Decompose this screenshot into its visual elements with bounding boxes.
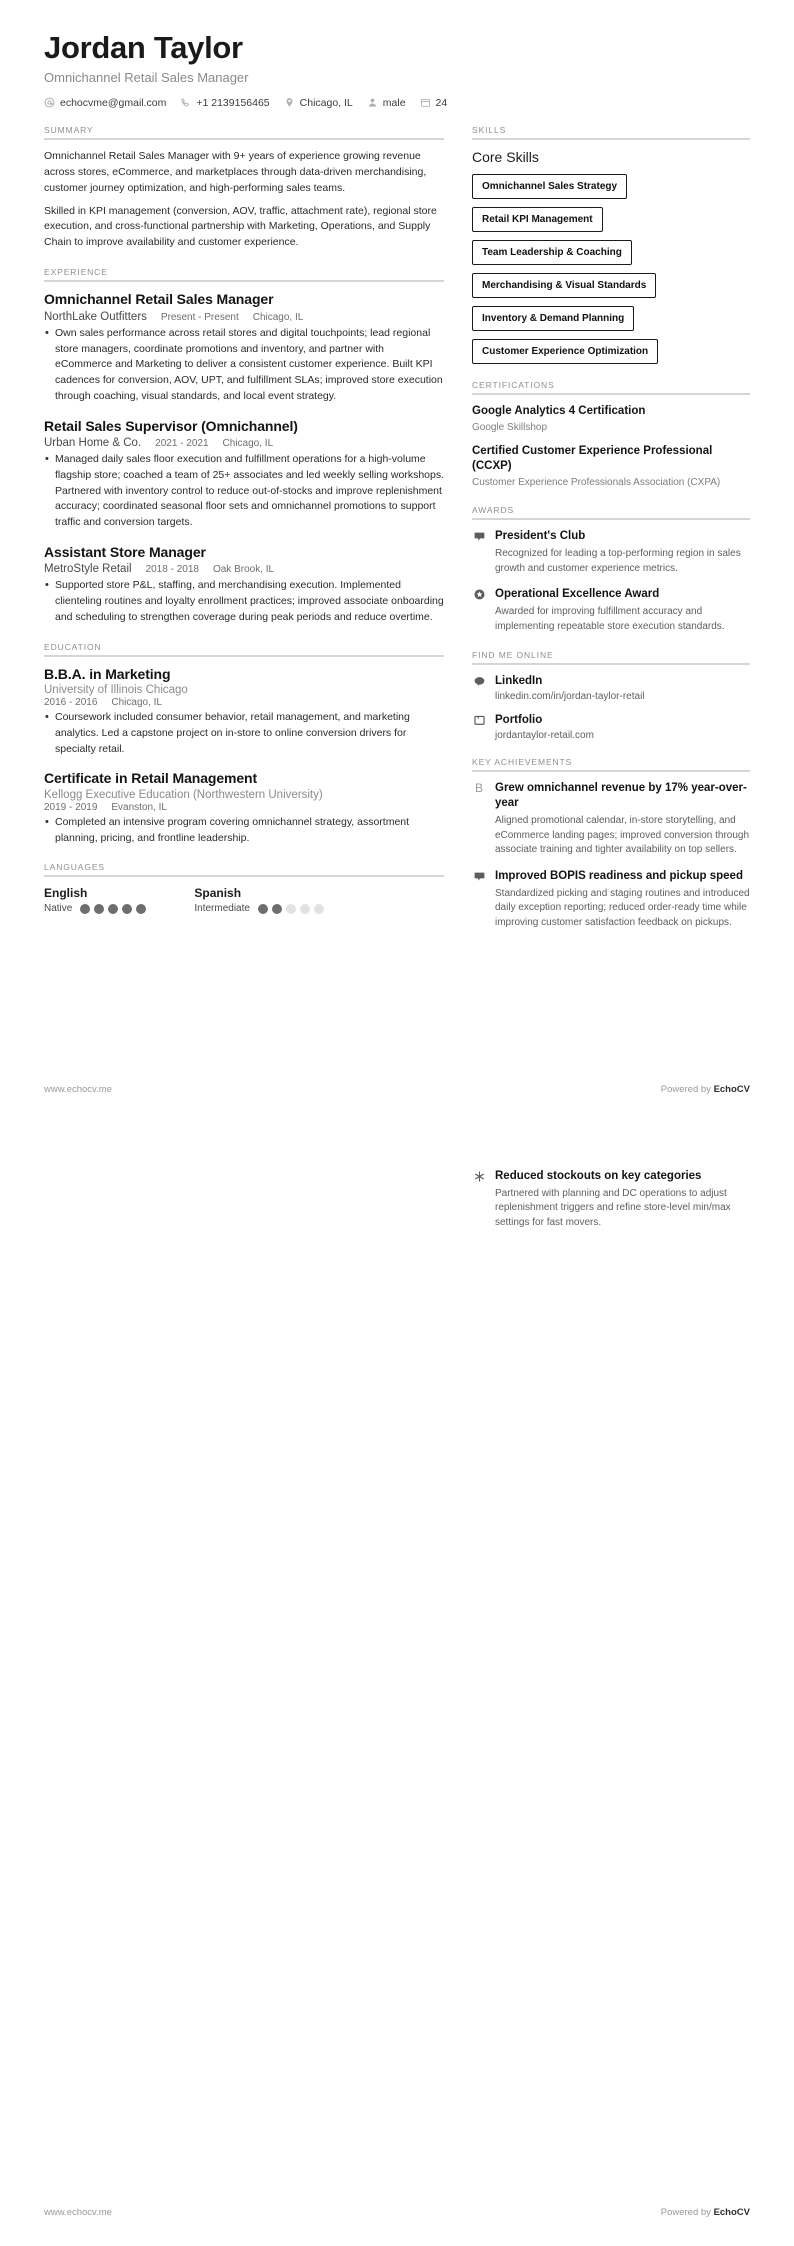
experience-job-title: Assistant Store Manager <box>44 543 206 560</box>
education-degree: B.B.A. in Marketing <box>44 665 171 682</box>
person-icon <box>367 97 378 108</box>
achievement-item <box>472 1169 750 1230</box>
email-icon <box>44 97 55 108</box>
experience-meta <box>44 437 444 449</box>
section-education <box>44 642 444 847</box>
award-description: Awarded for improving fulfillment accuracy and implementing repeatable store execution standards. <box>495 606 725 632</box>
online-link-url[interactable]: linkedin.com/in/jordan-taylor-retail <box>495 691 645 703</box>
languages-grid <box>44 886 444 914</box>
achievement-item <box>472 869 750 930</box>
calendar-icon <box>420 97 431 108</box>
award-item <box>472 529 750 576</box>
achievement-body <box>495 869 750 930</box>
section-languages <box>44 862 444 914</box>
speech-bubble-icon <box>472 529 486 576</box>
skill-chip: Omnichannel Sales Strategy <box>472 174 627 199</box>
contact-email[interactable] <box>44 97 166 109</box>
speech-bubble-icon <box>472 869 486 930</box>
rating-dot <box>80 904 90 914</box>
certification-issuer: Google Skillshop <box>472 421 548 433</box>
summary-paragraph: Omnichannel Retail Sales Manager with 9+ years of experience growing revenue across stores, eCommerce, and marketplaces through data-driven merchandising, customer journey optimization, and high-performing sales teams. <box>44 149 427 194</box>
contact-gender <box>367 97 406 109</box>
education-location: Chicago, IL <box>111 697 162 709</box>
experience-bullets <box>44 326 444 405</box>
section-key-achievements-continued <box>472 1169 750 1230</box>
section-divider <box>472 663 750 665</box>
experience-company: Urban Home & Co. <box>44 437 142 450</box>
contact-age <box>420 97 448 109</box>
skill-chip: Retail KPI Management <box>472 207 603 232</box>
achievement-title: Grew omnichannel revenue by 17% year-over-year <box>495 782 747 810</box>
section-label-languages: LANGUAGES <box>44 862 106 873</box>
section-label-skills: SKILLS <box>472 124 507 135</box>
certification-item <box>472 444 750 489</box>
certification-name: Certified Customer Experience Professional (CCXP) <box>472 445 713 473</box>
online-link-title: Portfolio <box>495 714 543 727</box>
education-bullets <box>44 815 444 847</box>
book-icon <box>472 713 486 741</box>
section-certifications <box>472 380 750 490</box>
section-divider <box>472 518 750 520</box>
education-degree: Certificate in Retail Management <box>44 770 258 787</box>
contact-gender-value: male <box>382 96 406 109</box>
experience-job-title: Retail Sales Supervisor (Omnichannel) <box>44 417 298 434</box>
education-meta <box>44 697 444 708</box>
bullet-item: • Supported store P&L, staffing, and merchandising execution. Implemented clienteling routines and loyalty enrollment practices; improved associate onboarding and scheduling to strengthen coverage during peak periods and reduce overtime. <box>44 578 444 625</box>
online-link-body <box>495 674 750 702</box>
resume-body <box>44 125 750 946</box>
contact-location <box>284 97 353 109</box>
education-dates: 2019 - 2019 <box>44 801 98 813</box>
section-divider <box>44 280 444 282</box>
award-item <box>472 587 750 634</box>
section-divider <box>472 393 750 395</box>
rating-dot <box>300 904 310 914</box>
letter-b-icon <box>472 781 486 857</box>
bullet-item: • Managed daily sales floor execution and fulfillment operations for a high-volume flagship store; coached a team of 25+ associates and led weekly selling workshops. Partnered with inventory control to reduce out-of-stocks and improve replenishment accuracy; coordinated seasonal floor sets and omnichannel promotions to support traffic and conversion targets. <box>44 452 444 531</box>
education-entry <box>44 666 444 758</box>
experience-location: Chicago, IL <box>222 438 274 450</box>
language-name: English <box>44 886 88 901</box>
bullet-item: • Completed an intensive program covering omnichannel strategy, assortment planning, pricing, and frontline leadership. <box>44 815 444 847</box>
skill-chip: Merchandising & Visual Standards <box>472 273 656 298</box>
location-pin-icon <box>284 97 295 108</box>
footer-powered-by <box>661 1084 750 1095</box>
section-label-education: EDUCATION <box>44 641 102 652</box>
footer-powered-prefix: Powered by <box>660 1084 714 1095</box>
language-rating-dots <box>80 904 146 914</box>
right-column <box>472 125 750 946</box>
medal-icon <box>472 587 486 634</box>
experience-location: Chicago, IL <box>252 311 304 323</box>
footer-website: www.echocv.me <box>44 1084 112 1095</box>
education-location: Evanston, IL <box>111 801 167 813</box>
section-awards <box>472 505 750 634</box>
page-footer-1 <box>44 1084 750 1095</box>
achievement-item <box>472 781 750 857</box>
footer-website: www.echocv.me <box>44 2207 112 2218</box>
achievement-description: Aligned promotional calendar, in-store storytelling, and eCommerce landing pages; improved conversion through associate training and tighter availability on top sellers. <box>495 815 750 856</box>
experience-company: MetroStyle Retail <box>44 563 132 576</box>
skill-chip: Customer Experience Optimization <box>472 339 658 364</box>
education-dates: 2016 - 2016 <box>44 697 98 709</box>
rating-dot <box>272 904 282 914</box>
education-school: University of Illinois Chicago <box>44 684 188 697</box>
education-meta <box>44 802 444 813</box>
experience-meta <box>44 563 444 575</box>
section-divider <box>44 875 444 877</box>
certification-item <box>472 404 750 434</box>
footer-powered-prefix: Powered by <box>660 2207 714 2218</box>
achievement-body <box>495 1169 750 1230</box>
achievement-title: Improved BOPIS readiness and pickup speed <box>495 869 743 882</box>
skills-chip-list <box>472 174 750 364</box>
page-title: Jordan Taylor <box>44 30 243 65</box>
online-link-url[interactable]: jordantaylor-retail.com <box>495 730 594 742</box>
skill-chip: Team Leadership & Coaching <box>472 240 632 265</box>
resume-page-2 <box>0 1123 794 2246</box>
asterisk-icon <box>472 1169 486 1230</box>
experience-dates: 2021 - 2021 <box>155 438 209 450</box>
award-body <box>495 587 750 634</box>
rating-dot <box>94 904 104 914</box>
section-label-certifications: CERTIFICATIONS <box>472 379 555 390</box>
right-column-page2 <box>472 1169 750 1246</box>
rating-dot <box>136 904 146 914</box>
certification-name: Google Analytics 4 Certification <box>472 404 646 417</box>
letter-b-glyph: B <box>474 781 483 796</box>
experience-company: NorthLake Outfitters <box>44 310 147 323</box>
section-divider <box>472 138 750 140</box>
education-entry <box>44 770 444 846</box>
section-experience <box>44 267 444 625</box>
experience-job-title: Omnichannel Retail Sales Manager <box>44 291 274 308</box>
experience-location: Oak Brook, IL <box>212 564 275 576</box>
skill-chip: Inventory & Demand Planning <box>472 306 634 331</box>
online-link-body <box>495 713 750 741</box>
section-key-achievements <box>472 757 750 930</box>
language-item <box>44 886 146 914</box>
experience-dates: Present - Present <box>160 311 239 323</box>
achievement-title: Reduced stockouts on key categories <box>495 1170 702 1182</box>
resume-header <box>44 30 750 109</box>
contact-email-value: echocvme@gmail.com <box>60 96 167 109</box>
experience-dates: 2018 - 2018 <box>145 564 199 576</box>
footer-brand: EchoCV <box>713 1084 750 1095</box>
section-skills <box>472 125 750 364</box>
speech-bubble-icon <box>472 674 486 702</box>
section-label-key-achievements: KEY ACHIEVEMENTS <box>472 757 573 768</box>
language-name: Spanish <box>194 886 242 901</box>
award-body <box>495 529 750 576</box>
professional-headline: Omnichannel Retail Sales Manager <box>44 69 249 85</box>
section-divider <box>44 138 444 140</box>
contact-phone[interactable] <box>180 97 269 109</box>
certification-issuer: Customer Experience Professionals Association (CXPA) <box>472 476 721 488</box>
language-level: Native <box>44 903 73 915</box>
online-link-item[interactable] <box>472 713 750 741</box>
section-find-me-online <box>472 650 750 741</box>
rating-dot <box>258 904 268 914</box>
experience-entry <box>44 544 444 626</box>
left-column <box>44 125 444 931</box>
rating-dot <box>122 904 132 914</box>
award-title: Operational Excellence Award <box>495 588 660 601</box>
experience-meta <box>44 311 444 323</box>
experience-bullets <box>44 452 444 531</box>
skills-group-title: Core Skills <box>472 148 539 165</box>
language-proficiency-row <box>44 903 146 914</box>
experience-entry <box>44 418 444 531</box>
section-label-awards: AWARDS <box>472 505 515 516</box>
language-item <box>194 886 324 914</box>
summary-paragraph: Skilled in KPI management (conversion, AOV, traffic, attachment rate), regional store execution, and cross-functional partnership with Marketing, Operations, and Supply Chain to improve availability and customer experience. <box>44 204 437 249</box>
page-footer-2 <box>44 2207 750 2218</box>
education-school: Kellogg Executive Education (Northwestern University) <box>44 788 323 801</box>
experience-bullets <box>44 578 444 625</box>
section-divider <box>472 770 750 772</box>
achievement-description: Partnered with planning and DC operations to adjust replenishment triggers and refine store-level min/max settings for fast movers. <box>495 1187 731 1228</box>
award-description: Recognized for leading a top-performing region in sales growth and customer experience metrics. <box>495 548 741 574</box>
bullet-item: • Own sales performance across retail stores and digital touchpoints; lead regional store managers, coordinate promotions and inventory, and partner with eCommerce and Marketing to deliver a consistent customer experience. Built KPI cadences for conversion, AOV, UPT, and fulfillment SLAs; improved store execution through coaching, visual standards, and local event strategy. <box>44 326 444 405</box>
contact-row <box>44 97 750 109</box>
contact-age-value: 24 <box>435 96 448 109</box>
online-link-title: LinkedIn <box>495 675 543 688</box>
education-bullets <box>44 710 444 757</box>
experience-entry <box>44 291 444 404</box>
rating-dot <box>108 904 118 914</box>
section-label-experience: EXPERIENCE <box>44 267 108 278</box>
achievement-description: Standardized picking and staging routines and introduced daily exception reporting; reduced order-ready time while improving customer satisfaction feedback on pickups. <box>495 887 750 928</box>
rating-dot <box>286 904 296 914</box>
contact-phone-value: +1 2139156465 <box>196 96 270 109</box>
online-link-item[interactable] <box>472 674 750 702</box>
award-title: President's Club <box>495 530 586 543</box>
section-label-summary: SUMMARY <box>44 124 94 135</box>
language-proficiency-row <box>194 903 324 914</box>
achievement-body <box>495 781 750 857</box>
resume-body-page2 <box>44 1169 750 1246</box>
footer-powered-by <box>661 2207 750 2218</box>
section-divider <box>44 655 444 657</box>
language-level: Intermediate <box>194 903 250 915</box>
section-label-find-me-online: FIND ME ONLINE <box>472 650 554 661</box>
contact-location-value: Chicago, IL <box>299 96 353 109</box>
language-rating-dots <box>258 904 324 914</box>
section-summary <box>44 125 444 252</box>
footer-brand: EchoCV <box>713 2207 750 2218</box>
phone-icon <box>180 97 191 108</box>
rating-dot <box>314 904 324 914</box>
bullet-item: • Coursework included consumer behavior, retail management, and marketing analytics. Led a capstone project on in-store to online conversion drivers for specialty retail. <box>44 710 444 757</box>
